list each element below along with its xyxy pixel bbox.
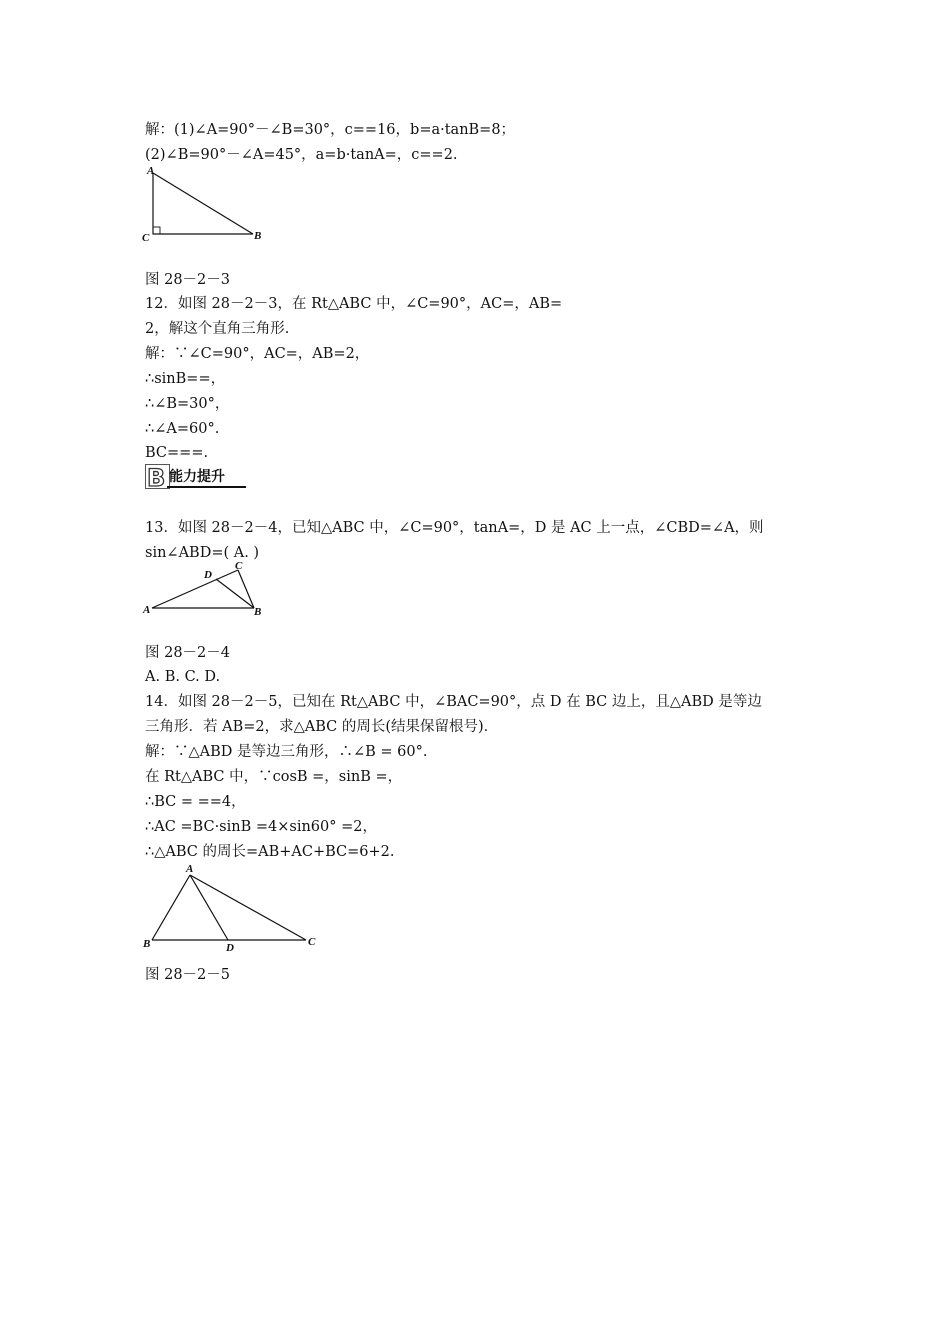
q12-solution-line: ∴∠B=30°， <box>145 396 230 412</box>
q12-solution-line: ∴sinB==， <box>145 371 226 387</box>
side-ac <box>152 570 238 608</box>
vertex-label-c: C <box>308 936 316 948</box>
side-ab <box>153 173 253 234</box>
vertex-label-b: B <box>254 606 262 618</box>
figure-28-2-4 <box>140 560 270 620</box>
vertex-label-d: D <box>204 569 212 581</box>
section-badge-ability <box>145 464 247 490</box>
vertex-label-b: B <box>143 938 151 950</box>
vertex-label-a: A <box>147 165 155 177</box>
q11-solution-line2: (2)∠B=90°－∠A=45°，a=b·tanA=，c==2. <box>145 147 458 163</box>
side-ab <box>152 875 190 940</box>
q13-line1: 13．如图 28－2－4，已知△ABC 中，∠C=90°，tanA=，D 是 AC 上一点，∠CBD=∠A，则 <box>145 520 764 536</box>
figure-caption-28-2-4: 图 28－2－4 <box>145 645 231 661</box>
q14-line1: 14．如图 28－2－5，已知在 Rt△ABC 中，∠BAC=90°，点 D 在 BC 边上，且△ABD 是等边 <box>145 694 762 710</box>
figure-28-2-3 <box>140 163 270 245</box>
side-ac <box>190 875 306 940</box>
q14-solution-line: 在 Rt△ABC 中，∵cosB =，sinB =， <box>145 769 403 785</box>
q13-options: A. B. C. D. <box>145 669 221 685</box>
q14-solution-line: ∴△ABC 的周长=AB+AC+BC=6+2. <box>145 844 395 860</box>
q12-solution-line: 解：∵∠C=90°，AC=，AB=2， <box>145 346 370 362</box>
figure-caption-28-2-3: 图 28－2－3 <box>145 272 231 288</box>
badge-letter: B <box>147 464 166 490</box>
q12-line1: 12．如图 28－2－3，在 Rt△ABC 中，∠C=90°，AC=，AB= <box>145 296 563 312</box>
vertex-label-a: A <box>186 863 194 875</box>
segment-ad <box>190 875 228 940</box>
figure-28-2-5 <box>140 860 330 955</box>
q12-solution-line: BC===. <box>145 445 209 461</box>
q14-solution-line: ∴AC =BC·sinB =4×sin60° =2， <box>145 819 377 835</box>
vertex-label-d: D <box>226 942 234 954</box>
q14-solution-line: 解：∵△ABD 是等边三角形，∴∠B = 60°. <box>145 744 428 760</box>
vertex-label-b: B <box>254 230 262 242</box>
vertex-label-a: A <box>143 604 151 616</box>
q13-line2: sin∠ABD=( A. ) <box>145 545 260 561</box>
vertex-label-c: C <box>142 232 150 244</box>
vertex-label-c: C <box>235 560 243 572</box>
figure-caption-28-2-5: 图 28－2－5 <box>145 967 231 983</box>
q14-line2: 三角形．若 AB=2，求△ABC 的周长(结果保留根号)． <box>145 719 499 735</box>
q11-solution-line1: 解：(1)∠A=90°－∠B=30°，c==16，b=a·tanB=8； <box>145 122 516 138</box>
right-angle-mark <box>153 227 160 234</box>
q14-solution-line: ∴BC = ==4， <box>145 794 246 810</box>
badge-title: 能力提升 <box>169 469 225 485</box>
q12-line2: 2，解这个直角三角形. <box>145 321 290 337</box>
q12-solution-line: ∴∠A=60°. <box>145 421 220 437</box>
